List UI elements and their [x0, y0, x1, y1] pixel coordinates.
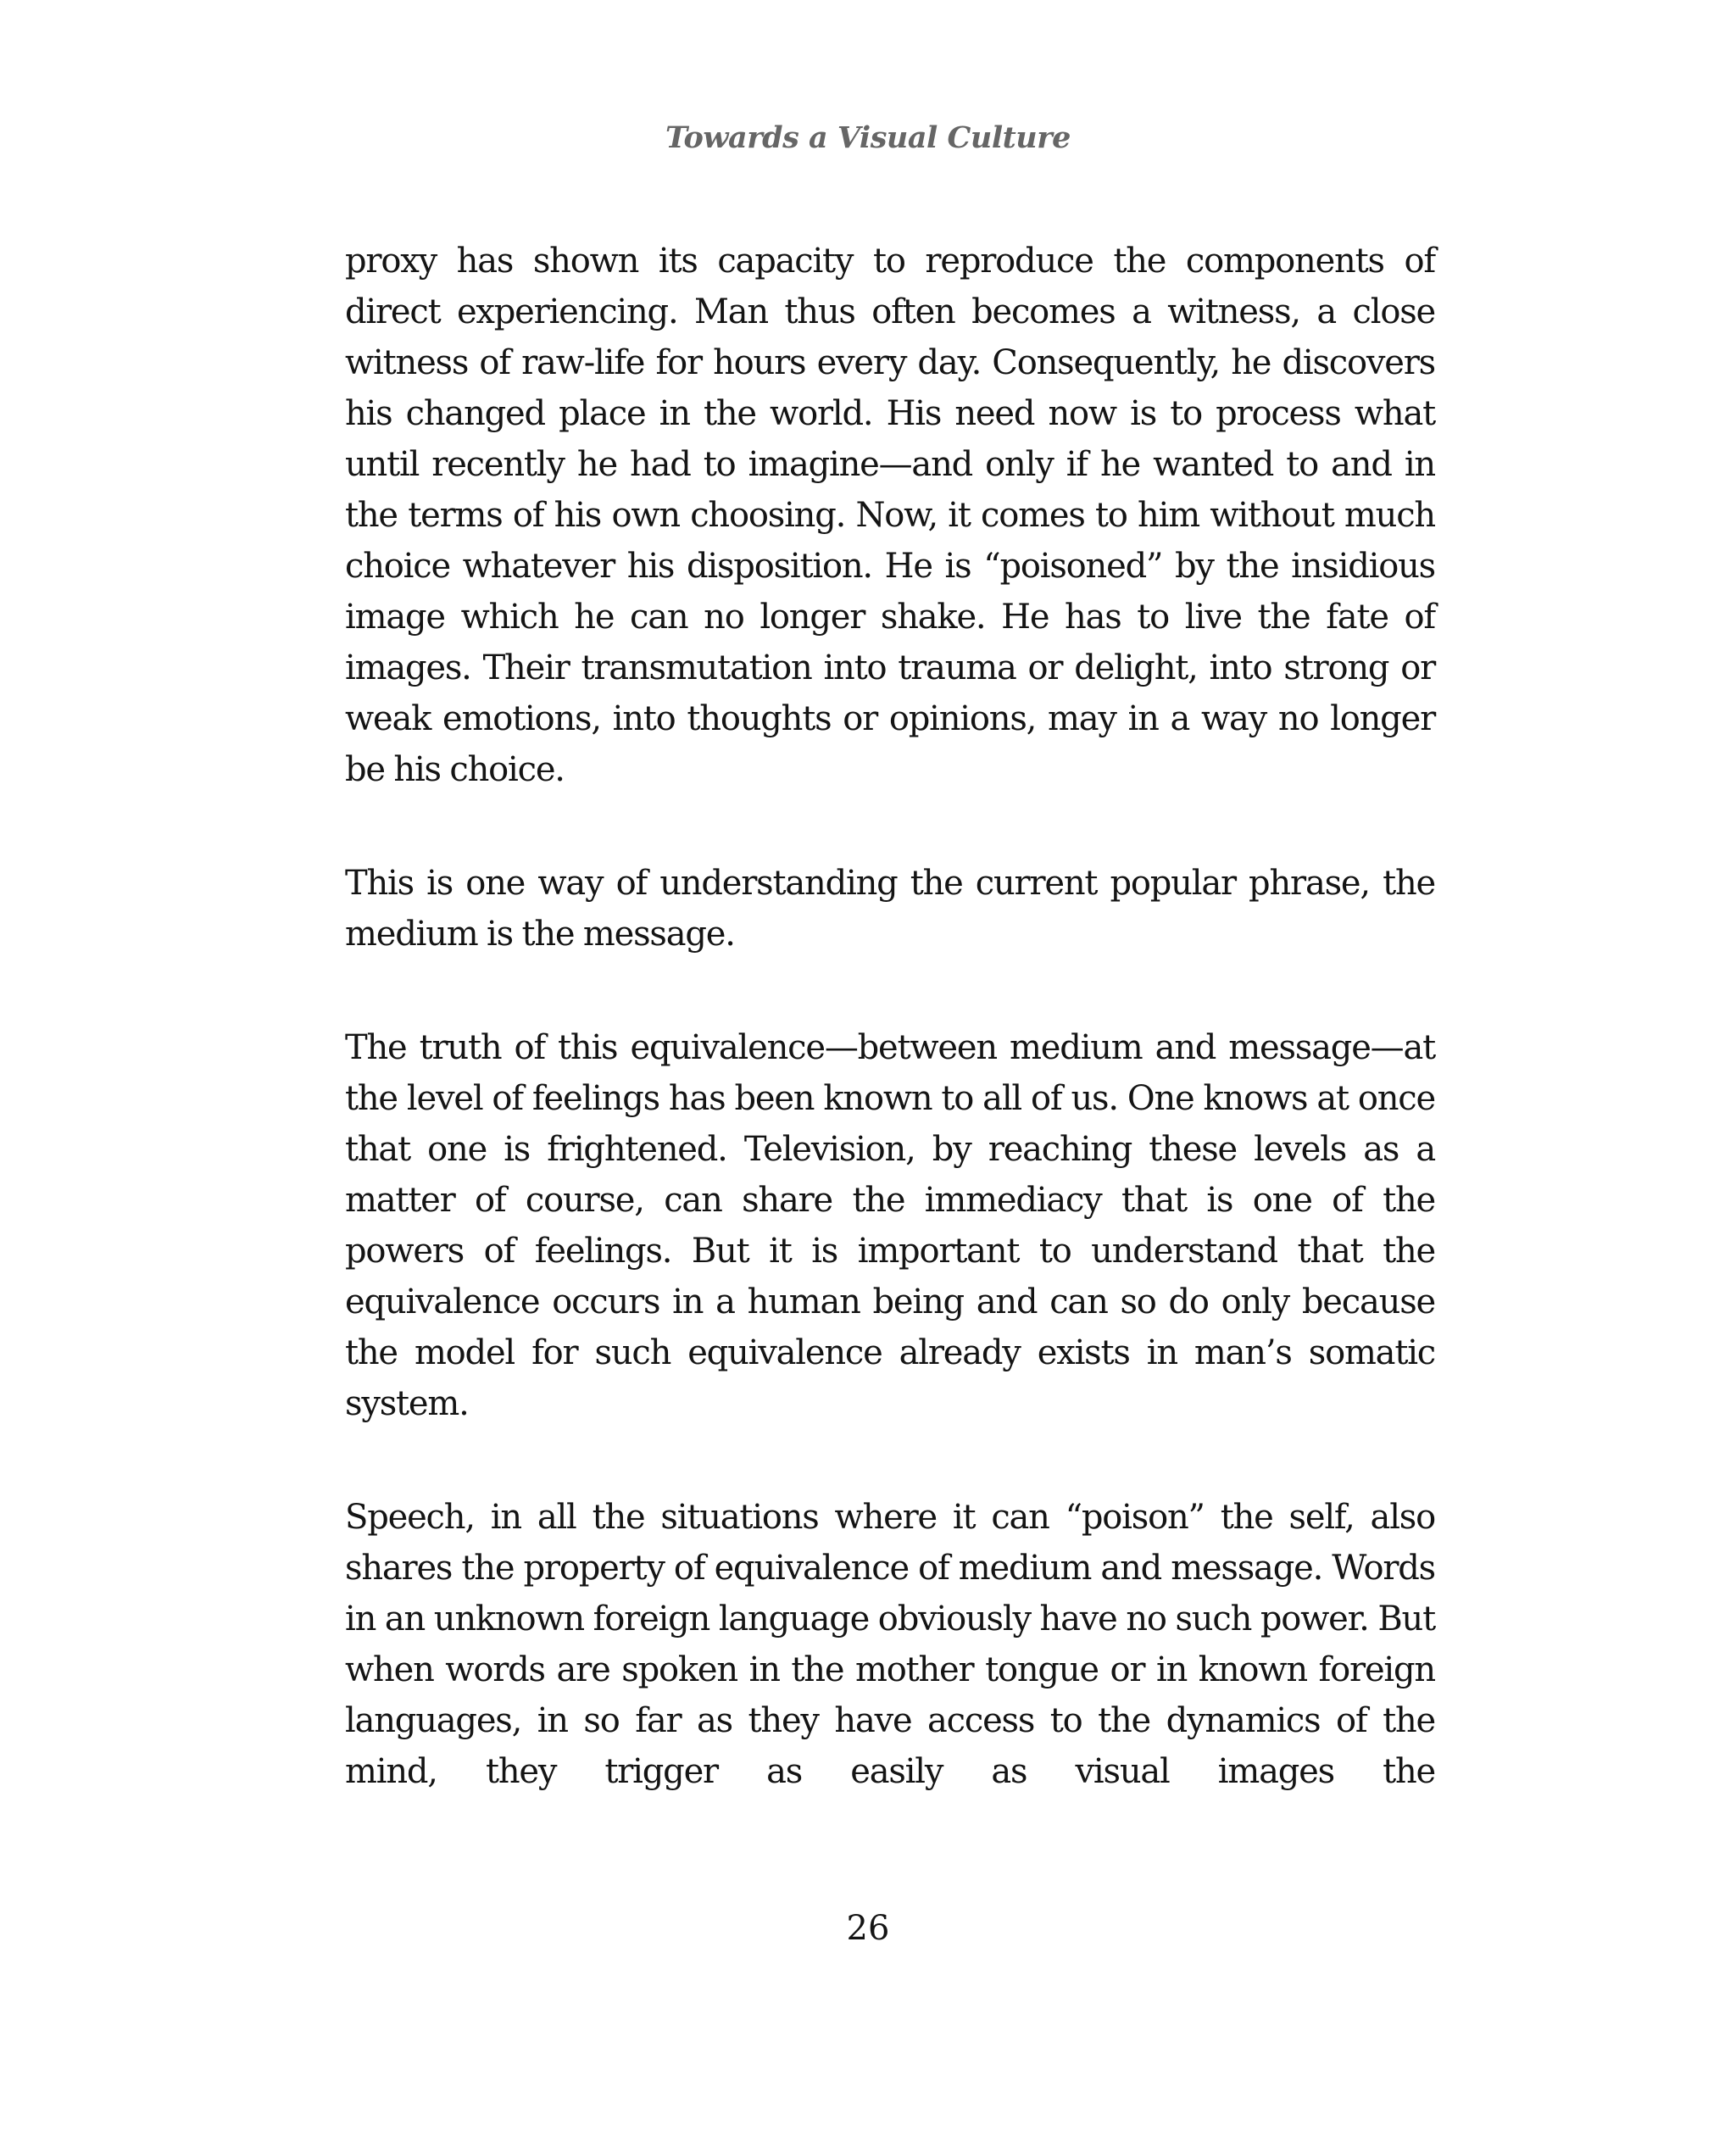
- paragraph-3: The truth of this equivalence—between medium and message—at the level of feelings has been known to all of us. One knows at once that one is frightened. Television, by reaching these levels as a matter of course, can share the immediacy that is one of the powers of feelings. But it is important to understand that the equivalence occurs in a human being and can so do only because the model for such equivalence already exists in man’s somatic system.: [345, 1028, 1435, 1423]
- paragraph-4: Speech, in all the situations where it can “poison” the self, also shares the property of equivalence of medium and message. Words in an unknown foreign language obviously have no such power. But when words are spoken in the mother tongue or in known foreign languages, in so far as they have access to the dynamics of the mind, they trigger as easily as visual images the: [345, 1498, 1435, 1791]
- running-header-title: Towards a Visual Culture: [665, 120, 1071, 155]
- body-text: [345, 236, 1435, 1797]
- page-number: 26: [846, 1909, 890, 1948]
- paragraph-2: This is one way of understanding the current popular phrase, the medium is the message.: [345, 864, 1435, 954]
- paragraph-1: proxy has shown its capacity to reproduce the components of direct experiencing. Man thus often becomes a witness, a close witness of raw-life for hours every day. Consequently, he discovers his changed place in the world. His need now is to process what until recently he had to imagine—and only if he wanted to and in the terms of his own choosing. Now, it comes to him without much choice whatever his disposition. He is “poisoned” by the insidious image which he can no longer shake. He has to live the fate of images. Their transmutation into trauma or delight, into strong or weak emotions, into thoughts or opinions, may in a way no longer be his choice.: [345, 242, 1435, 789]
